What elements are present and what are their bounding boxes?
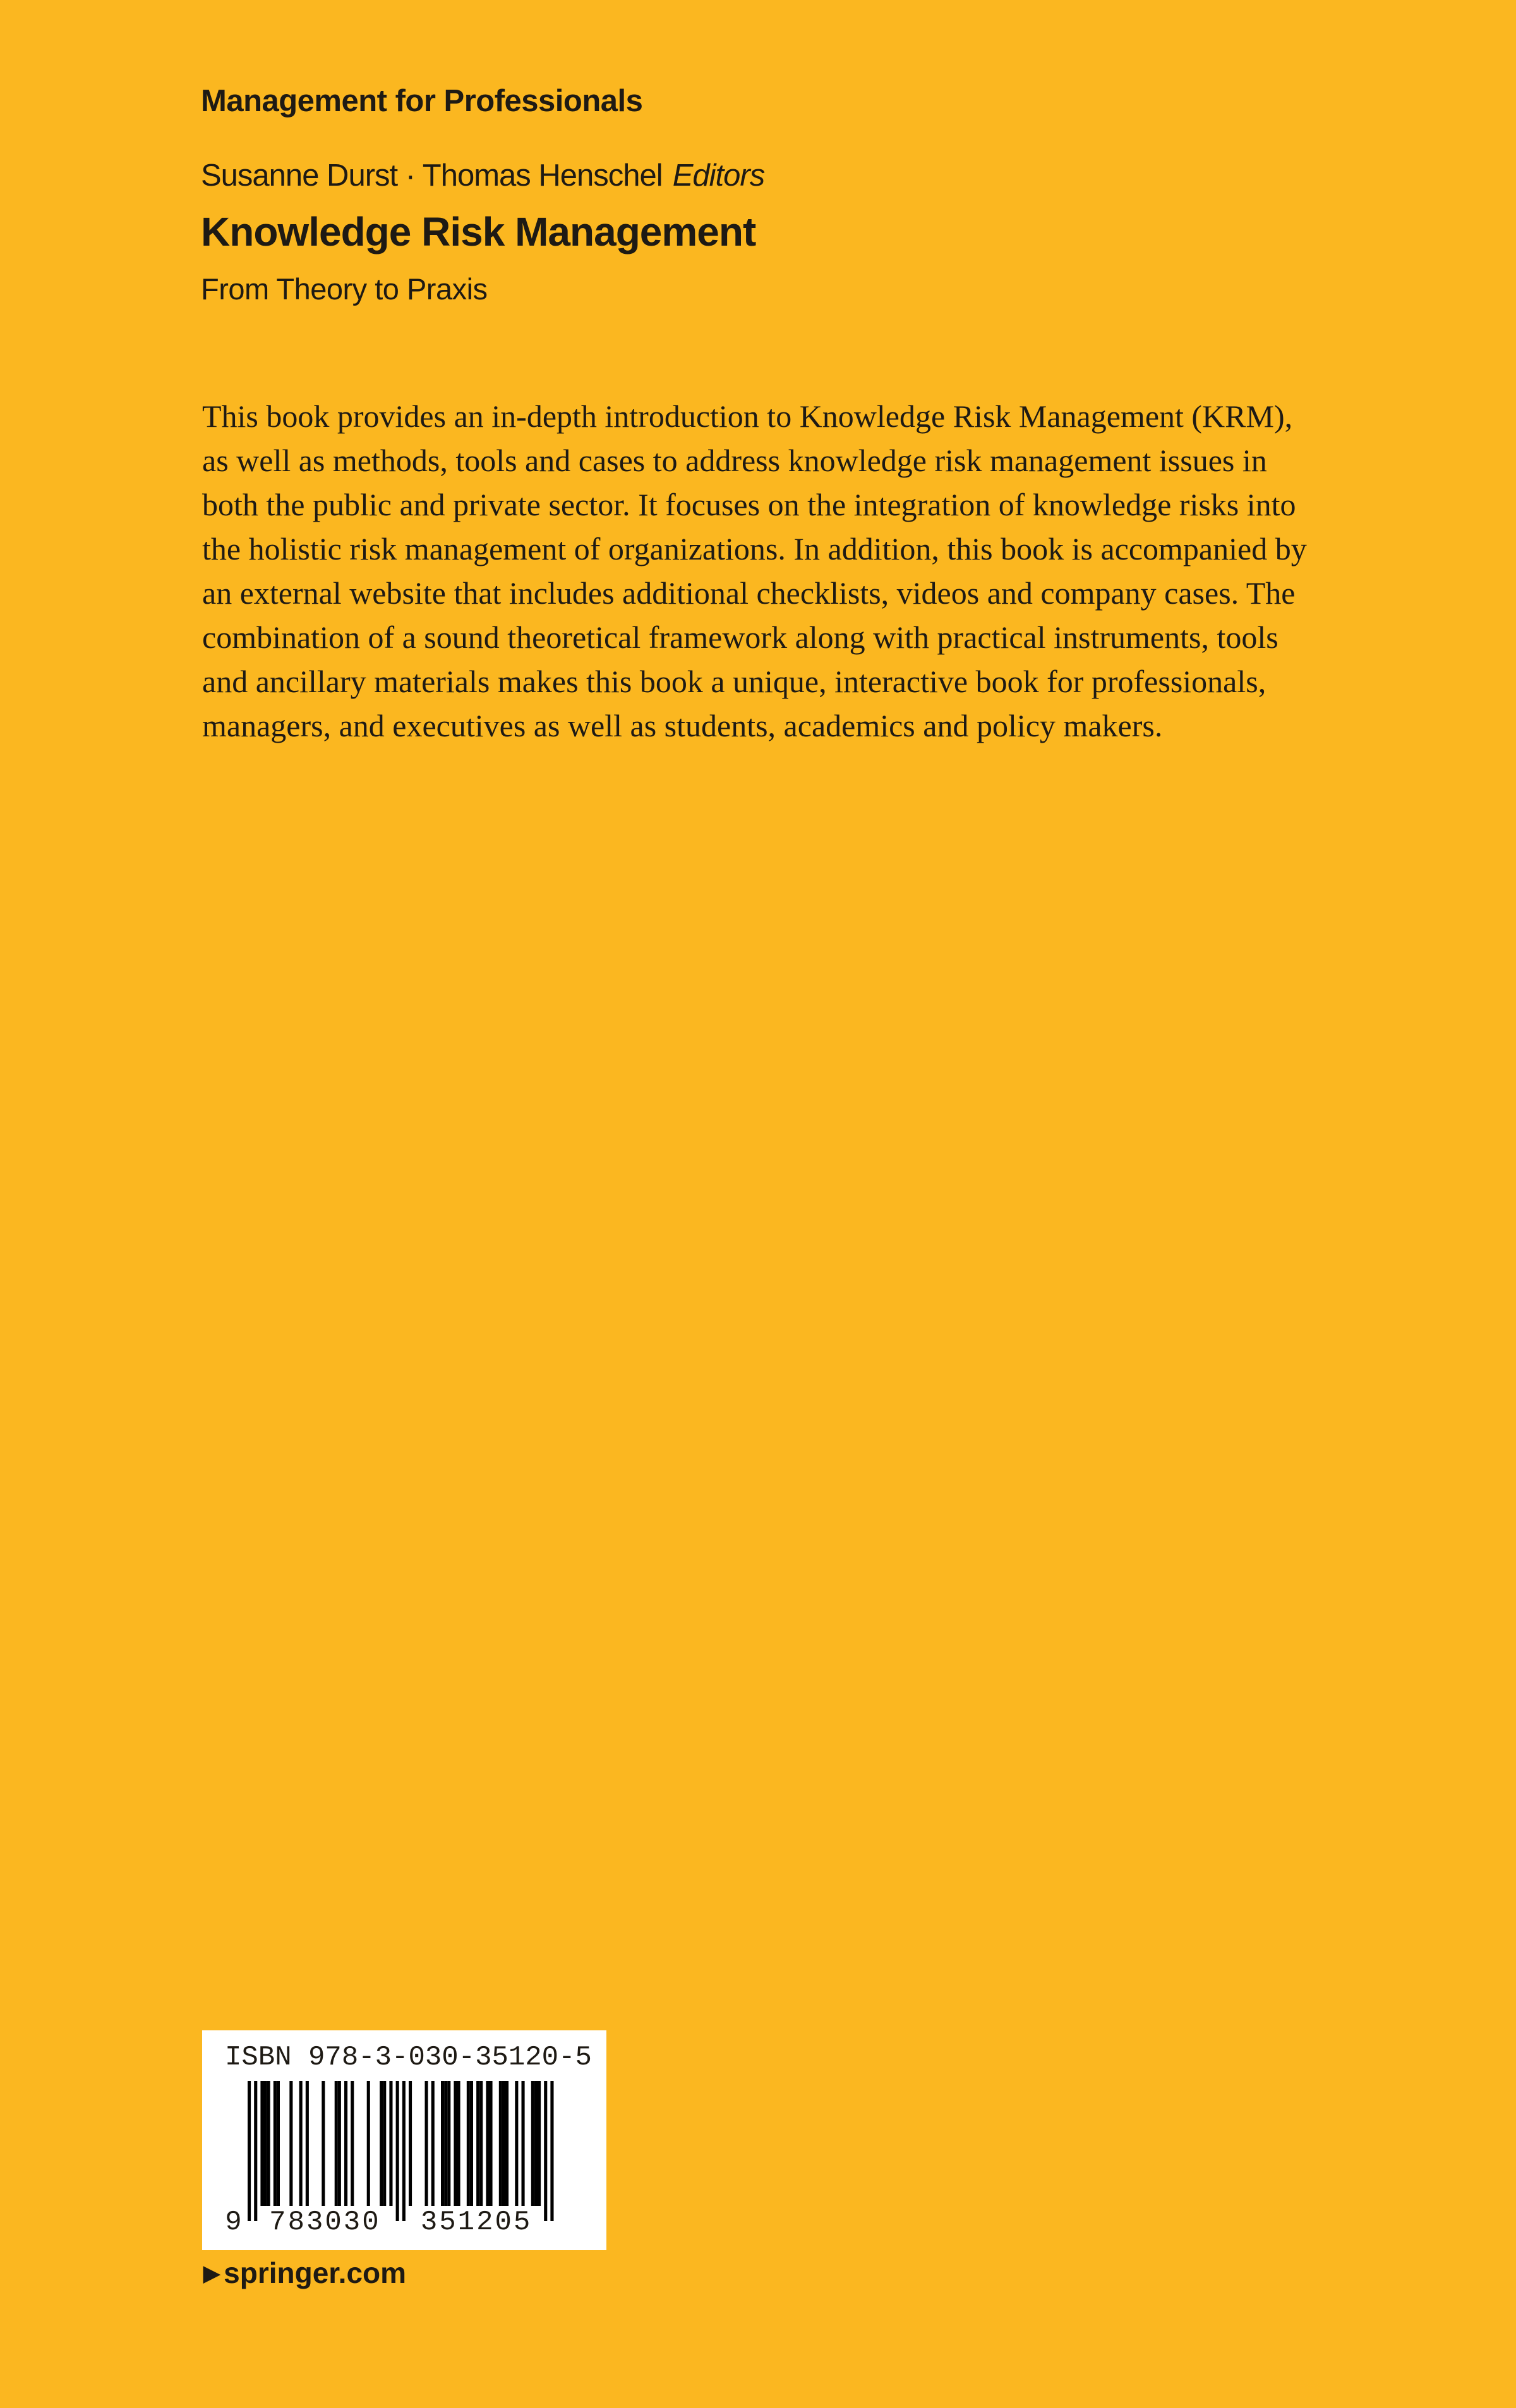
barcode-bar bbox=[534, 2081, 538, 2206]
description-line: managers, and executives as well as students, academics and policy makers. bbox=[202, 708, 1163, 743]
barcode-bar bbox=[367, 2081, 370, 2206]
publisher-link-text: springer.com bbox=[224, 2256, 407, 2289]
barcode-bar bbox=[486, 2081, 489, 2206]
book-title: Knowledge Risk Management bbox=[201, 209, 756, 255]
barcode-bar bbox=[457, 2081, 460, 2206]
barcode-bar bbox=[409, 2081, 412, 2206]
barcode-digit-group: 351205 bbox=[420, 2207, 532, 2238]
barcode-bar bbox=[454, 2081, 457, 2206]
barcode-bar bbox=[289, 2081, 292, 2206]
publisher-link[interactable] bbox=[203, 2256, 406, 2290]
description-line: an external website that includes additional checklists, videos and company cases. The bbox=[202, 575, 1296, 611]
barcode-bar bbox=[425, 2081, 428, 2206]
barcode-bar bbox=[515, 2081, 518, 2206]
barcode-bar bbox=[402, 2081, 406, 2221]
barcode-bar bbox=[431, 2081, 435, 2206]
barcode-bar bbox=[550, 2081, 553, 2221]
editors-role: Editors bbox=[672, 159, 765, 193]
barcode-bar bbox=[260, 2081, 263, 2206]
barcode-bar bbox=[277, 2081, 280, 2206]
barcode-bar bbox=[479, 2081, 483, 2206]
barcode-bar bbox=[248, 2081, 251, 2221]
barcode-bar bbox=[490, 2081, 493, 2206]
description-line: and ancillary materials makes this book a unique, interactive book for professionals, bbox=[202, 664, 1266, 699]
barcode-bar bbox=[264, 2081, 267, 2206]
barcode-bar bbox=[396, 2081, 399, 2221]
barcode-bar bbox=[335, 2081, 338, 2206]
barcode-bar bbox=[476, 2081, 479, 2206]
barcode-bar bbox=[338, 2081, 341, 2206]
barcode-bar bbox=[322, 2081, 325, 2206]
barcode-bar bbox=[467, 2081, 470, 2206]
barcode-bar bbox=[531, 2081, 534, 2206]
barcode-bar bbox=[502, 2081, 505, 2206]
book-subtitle: From Theory to Praxis bbox=[201, 272, 488, 306]
barcode-box bbox=[202, 2030, 606, 2250]
barcode-bar bbox=[389, 2081, 392, 2206]
barcode-bar bbox=[505, 2081, 508, 2206]
barcode-digit-group: 9 bbox=[225, 2207, 244, 2238]
barcode-bar bbox=[351, 2081, 354, 2206]
isbn-label: ISBN 978-3-030-35120-5 bbox=[225, 2042, 592, 2073]
barcode-bar bbox=[267, 2081, 270, 2206]
barcode-bar bbox=[522, 2081, 525, 2206]
series-name: Management for Professionals bbox=[201, 84, 643, 118]
description-line: This book provides an in-depth introduction to Knowledge Risk Management (KRM), bbox=[202, 398, 1293, 434]
barcode-bar bbox=[344, 2081, 347, 2206]
barcode-bar bbox=[499, 2081, 502, 2206]
barcode-bar bbox=[441, 2081, 444, 2206]
barcode-digit-group: 783030 bbox=[269, 2207, 381, 2238]
barcode-bar bbox=[383, 2081, 386, 2206]
description-line: as well as methods, tools and cases to address knowledge risk management issues in bbox=[202, 443, 1267, 478]
barcode-bar bbox=[470, 2081, 473, 2206]
description bbox=[202, 394, 1415, 748]
barcode-bar bbox=[254, 2081, 257, 2221]
barcode-bar bbox=[538, 2081, 541, 2206]
description-line: both the public and private sector. It focuses on the integration of knowledge risks into bbox=[202, 487, 1296, 522]
description-line: combination of a sound theoretical framework along with practical instruments, tools bbox=[202, 620, 1278, 655]
barcode-bar bbox=[299, 2081, 303, 2206]
triangle-arrow-icon: ▶ bbox=[203, 2261, 220, 2285]
barcode-bar bbox=[274, 2081, 277, 2206]
barcode-bar bbox=[544, 2081, 547, 2221]
barcode-bar bbox=[447, 2081, 450, 2206]
description-line: the holistic risk management of organizations. In addition, this book is accompanied by bbox=[202, 531, 1307, 566]
editor-names: Susanne Durst · Thomas Henschel bbox=[201, 159, 663, 193]
barcode-bar bbox=[380, 2081, 383, 2206]
editors-line bbox=[201, 158, 764, 193]
barcode-bar bbox=[444, 2081, 447, 2206]
barcode-bar bbox=[306, 2081, 309, 2206]
